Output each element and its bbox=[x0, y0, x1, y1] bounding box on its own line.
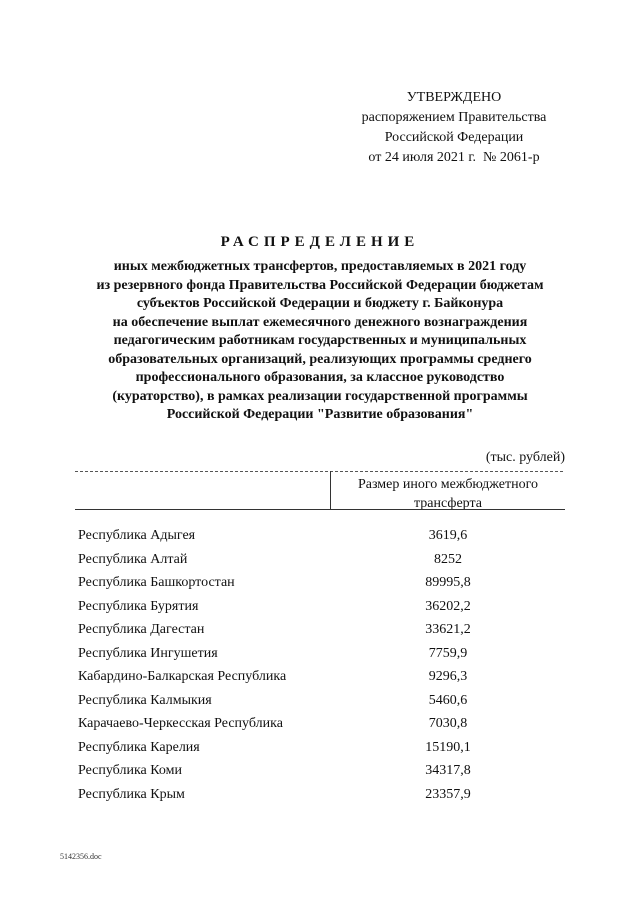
approval-line-1: распоряжением Правительства bbox=[361, 110, 547, 125]
subtitle-line: из резервного фонда Правительства Российской Федерации бюджетам bbox=[96, 277, 544, 293]
approval-heading: УТВЕРЖДЕНО bbox=[406, 90, 502, 105]
region-name: Республика Крым bbox=[78, 786, 185, 802]
table-row bbox=[78, 785, 565, 809]
region-name: Кабардино-Балкарская Республика bbox=[78, 669, 287, 684]
column-header-line-1: Размер иного межбюджетного bbox=[357, 477, 539, 492]
document-subtitle bbox=[60, 258, 580, 425]
table-row bbox=[78, 573, 565, 597]
subtitle-line: образовательных организаций, реализующих программы среднего bbox=[108, 351, 532, 367]
table-row bbox=[78, 691, 565, 715]
transfer-amount: 3619,6 bbox=[428, 528, 468, 543]
transfer-amount: 34317,8 bbox=[425, 763, 471, 778]
document-title: РАСПРЕДЕЛЕНИЕ bbox=[220, 234, 420, 250]
table-row bbox=[78, 526, 565, 550]
subtitle-line: (кураторство), в рамках реализации государственной программы bbox=[112, 388, 528, 404]
region-name: Республика Коми bbox=[78, 763, 182, 778]
column-header-line-2: трансферта bbox=[414, 496, 482, 511]
transfer-amount: 89995,8 bbox=[425, 575, 471, 590]
column-header bbox=[331, 475, 565, 513]
table-top-rule bbox=[75, 471, 563, 472]
region-name: Республика Ингушетия bbox=[78, 645, 218, 661]
transfer-amount: 7759,9 bbox=[428, 645, 468, 661]
region-name: Республика Бурятия bbox=[78, 598, 199, 614]
transfer-amount: 15190,1 bbox=[425, 739, 471, 755]
transfer-amount: 8252 bbox=[434, 551, 462, 567]
table-row bbox=[78, 761, 565, 785]
approval-stamp bbox=[340, 88, 568, 168]
subtitle-line: педагогическим работникам государственных и муниципальных bbox=[113, 333, 527, 348]
subtitle-line: субъектов Российской Федерации и бюджету г. Байконура bbox=[136, 296, 504, 311]
transfer-amount: 5460,6 bbox=[428, 692, 468, 708]
table-body bbox=[78, 526, 565, 808]
table-row bbox=[78, 644, 565, 668]
region-name: Республика Адыгея bbox=[78, 528, 196, 543]
table-row bbox=[78, 620, 565, 644]
transfer-amount: 9296,3 bbox=[428, 669, 468, 684]
units-label: (тыс. рублей) bbox=[485, 450, 565, 465]
subtitle-line: профессионального образования, за классное руководство bbox=[135, 370, 505, 385]
table-row bbox=[78, 714, 565, 738]
region-name: Республика Дагестан bbox=[78, 622, 205, 637]
table-row bbox=[78, 738, 565, 762]
table-row bbox=[78, 550, 565, 574]
subtitle-line: на обеспечение выплат ежемесячного денежного вознаграждения bbox=[112, 314, 528, 330]
region-name: Республика Башкортостан bbox=[78, 575, 235, 590]
table-row bbox=[78, 667, 565, 691]
transfer-amount: 36202,2 bbox=[425, 598, 471, 614]
transfer-amount: 33621,2 bbox=[425, 622, 471, 637]
table-row bbox=[78, 597, 565, 621]
region-name: Республика Алтай bbox=[78, 551, 188, 567]
region-name: Республика Калмыкия bbox=[78, 692, 212, 708]
region-name: Карачаево-Черкесская Республика bbox=[78, 716, 283, 731]
approval-line-2: Российской Федерации bbox=[384, 130, 524, 145]
approval-date: от 24 июля 2021 г. № 2061-р bbox=[368, 150, 540, 165]
subtitle-line: Российской Федерации "Развитие образования" bbox=[166, 407, 474, 422]
file-name: 5142356.doc bbox=[60, 852, 102, 861]
table-header-rule bbox=[75, 509, 565, 510]
region-name: Республика Карелия bbox=[78, 739, 200, 755]
subtitle-line: иных межбюджетных трансфертов, предоставляемых в 2021 году bbox=[113, 259, 527, 274]
transfer-amount: 23357,9 bbox=[425, 786, 471, 802]
transfer-amount: 7030,8 bbox=[428, 716, 468, 731]
